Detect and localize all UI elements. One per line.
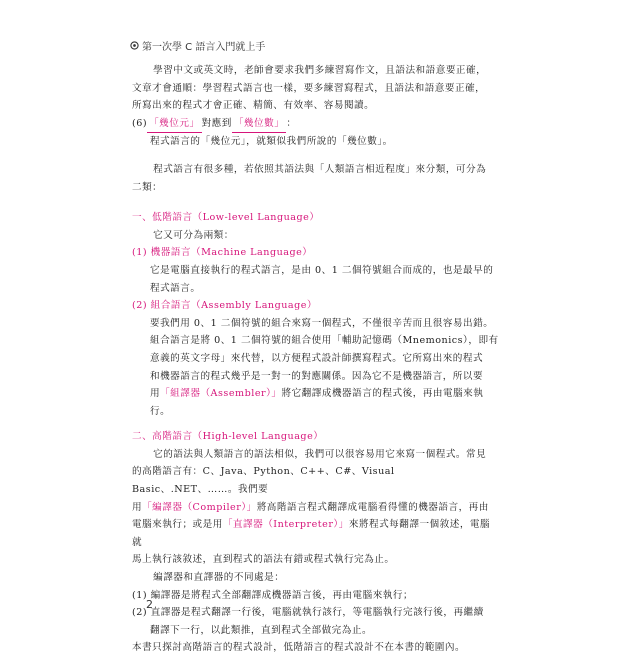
text: 將高階語言程式翻譯成電腦看得懂的機器語言，再由 xyxy=(256,501,489,513)
paragraph-line: 學習中文或英文時，老師會要求我們多練習寫作文，且語法和語意要正確， xyxy=(153,65,487,76)
subsection-heading-machine: (1) 機器語言（Machine Language） xyxy=(132,247,313,259)
paragraph-line: 它是電腦直接執行的程式語言，是由 0、1 二個符號組合而成的，也是最早的 xyxy=(150,264,494,276)
paragraph-line: 組合語言是將 0、1 二個符號的組合使用「輔助記憶碼（Mnemonics），即有 xyxy=(150,335,499,347)
text: 用 xyxy=(150,388,161,400)
page-body xyxy=(132,62,500,657)
text: 電腦來執行；或是用 xyxy=(132,519,223,531)
paragraph-line: 意義的英文字母」來代替，以方便程式設計師撰寫程式。它所寫出來的程式 xyxy=(150,352,484,364)
paragraph-line: 程式語言。 xyxy=(150,282,201,294)
paragraph-line xyxy=(132,385,500,420)
paragraph-line: 二類： xyxy=(132,181,163,193)
paragraph-line: 程式語言有很多種，若依照其語法與「人類語言相近程度」來分類，可分為 xyxy=(153,163,487,175)
section-heading-high-level: 二、高階語言（High-level Language） xyxy=(132,431,324,443)
item-text: ： xyxy=(286,117,297,129)
term-digits: 「幾位數」 xyxy=(232,115,286,134)
paragraph-line: 的高階語言有：C、Java、Python、C++、C#、Visual Basic、.NET、……。我們要 xyxy=(132,466,395,496)
paragraph-line: 它的語法與人類語言的語法相似，我們可以很容易用它來寫一個程式。常見 xyxy=(153,448,487,460)
list-item-6 xyxy=(132,115,500,134)
paragraph-line: 文章才會通順：學習程式語言也一樣，要多練習寫程式，且語法和語意要正確， xyxy=(132,82,486,94)
paragraph-line: 它又可分為兩類： xyxy=(153,229,234,241)
item-number: (6) xyxy=(132,117,148,129)
text: 來將程式每翻譯一個敘述，電腦就 xyxy=(132,519,491,548)
paragraph-line: 翻譯下一行，以此類推，直到程式全部做完為止。 xyxy=(150,624,373,636)
term-bits: 「幾位元」 xyxy=(147,115,201,134)
paragraph-line: 編譯器和直譯器的不同處是： xyxy=(153,572,285,584)
term-compiler: 「編譯器（Compiler）」 xyxy=(142,501,257,513)
paragraph-line: 馬上執行該敘述，直到程式的語法有錯或程式執行完為止。 xyxy=(132,554,395,566)
list-item: (2) 直譯器是程式翻譯一行後，電腦就執行該行，等電腦執行完該行後，再繼續 xyxy=(132,607,484,619)
paragraph-line xyxy=(132,516,500,551)
subsection-heading-assembly: (2) 組合語言（Assembly Language） xyxy=(132,300,318,312)
text: 將它翻譯成機器語言的程式後，再由電腦來執行。 xyxy=(150,388,484,417)
running-header xyxy=(130,38,265,53)
text: 用 xyxy=(132,501,143,513)
list-item: (1) 編譯器是將程式全部翻譯成機器語言後，再由電腦來執行； xyxy=(132,589,414,601)
section-heading-low-level: 一、低階語言（Low-level Language） xyxy=(132,212,320,224)
page-number: 2 xyxy=(146,598,153,611)
term-interpreter: 「直譯器（Interpreter）」 xyxy=(222,519,349,531)
paragraph-line: 要我們用 0、1 二個符號的組合來寫一個程式，不僅很辛苦而且很容易出錯。 xyxy=(150,317,494,329)
paragraph-line: 和機器語言的程式幾乎是一對一的對應關係。因為它不是機器語言，所以要 xyxy=(150,370,484,382)
item-text: 對應到 xyxy=(201,117,232,129)
badge-icon xyxy=(130,41,139,50)
header-title: 第一次學 C 語言入門就上手 xyxy=(142,42,266,53)
term-assembler: 「組譯器（Assembler）」 xyxy=(160,388,282,400)
paragraph-line: 本書只探討高階語言的程式設計，低階語言的程式設計不在本書的範圍內。 xyxy=(132,642,466,654)
paragraph-line: 程式語言的「幾位元」，就類似我們所說的「幾位數」。 xyxy=(150,136,393,148)
paragraph-line: 所寫出來的程式才會正確、精簡、有效率、容易閱讀。 xyxy=(132,100,375,112)
paragraph-line xyxy=(132,499,500,517)
